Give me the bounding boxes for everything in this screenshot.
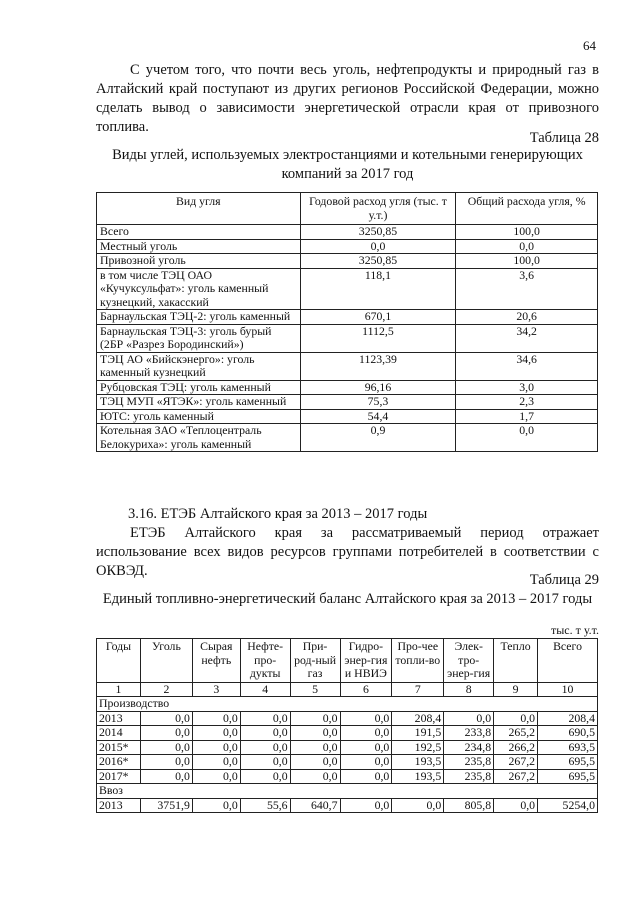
coal-type-cell: Местный уголь — [97, 239, 301, 254]
consumption-cell: 3250,85 — [300, 254, 456, 269]
table-row — [97, 352, 598, 380]
value-cell: 235,8 — [444, 769, 494, 784]
value-cell: 0,0 — [140, 726, 192, 741]
consumption-cell: 75,3 — [300, 395, 456, 410]
column-header: Всего — [538, 639, 598, 683]
value-cell: 0,0 — [240, 726, 290, 741]
value-cell: 0,0 — [140, 711, 192, 726]
share-cell: 3,0 — [456, 380, 598, 395]
value-cell: 0,0 — [392, 798, 444, 813]
column-header: Элек-тро-энер-гия — [444, 639, 494, 683]
share-cell: 2,3 — [456, 395, 598, 410]
table-row — [97, 225, 598, 240]
coal-type-cell: Котельная ЗАО «Теплоцентраль Белокуриха»: уголь каменный — [97, 424, 301, 452]
share-cell: 100,0 — [456, 225, 598, 240]
coal-type-cell: ТЭЦ МУП «ЯТЭК»: уголь каменный — [97, 395, 301, 410]
column-header: При-род-ный газ — [290, 639, 340, 683]
table-row — [97, 755, 598, 770]
value-cell: 208,4 — [538, 711, 598, 726]
value-cell: 640,7 — [290, 798, 340, 813]
header-share: Общий расхода угля, % — [456, 193, 598, 225]
coal-type-cell: Всего — [97, 225, 301, 240]
value-cell: 0,0 — [494, 798, 538, 813]
column-number-cell: 9 — [494, 682, 538, 697]
consumption-cell: 118,1 — [300, 268, 456, 310]
value-cell: 0,0 — [290, 769, 340, 784]
value-cell: 191,5 — [392, 726, 444, 741]
section-import — [97, 784, 598, 799]
column-number-cell: 7 — [392, 682, 444, 697]
value-cell: 265,2 — [494, 726, 538, 741]
share-cell: 100,0 — [456, 254, 598, 269]
coal-type-cell: в том числе ТЭЦ ОАО «Кучуксульфат»: уголь каменный кузнецкий, хакасский — [97, 268, 301, 310]
consumption-cell: 1123,39 — [300, 352, 456, 380]
value-cell: 0,0 — [444, 711, 494, 726]
year-cell: 2016* — [97, 755, 141, 770]
column-number-cell: 2 — [140, 682, 192, 697]
column-header: Гидро-энер-гия и НВИЭ — [340, 639, 392, 683]
value-cell: 0,0 — [494, 711, 538, 726]
column-number-cell: 10 — [538, 682, 598, 697]
value-cell: 208,4 — [392, 711, 444, 726]
value-cell: 193,5 — [392, 769, 444, 784]
table-row — [97, 324, 598, 352]
column-number-cell: 3 — [192, 682, 240, 697]
table28-label: Таблица 28 — [529, 130, 599, 146]
consumption-cell: 0,9 — [300, 424, 456, 452]
share-cell: 0,0 — [456, 424, 598, 452]
value-cell: 805,8 — [444, 798, 494, 813]
value-cell: 695,5 — [538, 755, 598, 770]
value-cell: 0,0 — [340, 798, 392, 813]
value-cell: 0,0 — [340, 755, 392, 770]
column-number-cell: 8 — [444, 682, 494, 697]
year-cell: 2014 — [97, 726, 141, 741]
coal-type-cell: Привозной уголь — [97, 254, 301, 269]
value-cell: 0,0 — [192, 711, 240, 726]
column-number-cell: 4 — [240, 682, 290, 697]
table-row — [97, 239, 598, 254]
section-heading: 3.16. ЕТЭБ Алтайского края за 2013 – 2017 годы — [128, 506, 428, 522]
table-row — [97, 740, 598, 755]
header-coal-type: Вид угля — [97, 193, 301, 225]
section-import-label: Ввоз — [97, 784, 598, 799]
value-cell: 235,8 — [444, 755, 494, 770]
intro-paragraph: С учетом того, что почти весь уголь, нефтепродукты и природный газ в Алтайский край поступают из других регионов Российской Федерации, можно сделать вывод о зависимости энергетической отрасли края от привозного топлива. — [96, 62, 599, 135]
value-cell: 0,0 — [240, 711, 290, 726]
table-row — [97, 424, 598, 452]
value-cell: 0,0 — [290, 726, 340, 741]
table-header-row — [97, 193, 598, 225]
consumption-cell: 1112,5 — [300, 324, 456, 352]
table-row — [97, 268, 598, 310]
coal-type-cell: Барнаульская ТЭЦ-2: уголь каменный — [97, 310, 301, 325]
value-cell: 0,0 — [192, 755, 240, 770]
column-header: Нефте-про-дукты — [240, 639, 290, 683]
coal-type-cell: ТЭЦ АО «Бийскэнерго»: уголь каменный кузнецкий — [97, 352, 301, 380]
year-cell: 2013 — [97, 711, 141, 726]
table-header-row — [97, 639, 598, 683]
value-cell: 267,2 — [494, 769, 538, 784]
energy-balance-table — [96, 638, 598, 813]
header-annual-consumption: Годовой расход угля (тыс. т у.т.) — [300, 193, 456, 225]
table-row — [97, 254, 598, 269]
share-cell: 3,6 — [456, 268, 598, 310]
value-cell: 0,0 — [340, 740, 392, 755]
table-row — [97, 409, 598, 424]
value-cell: 0,0 — [240, 755, 290, 770]
year-cell: 2017* — [97, 769, 141, 784]
page-number: 64 — [583, 38, 596, 53]
table-row — [97, 711, 598, 726]
column-number-cell: 6 — [340, 682, 392, 697]
consumption-cell: 670,1 — [300, 310, 456, 325]
value-cell: 0,0 — [340, 711, 392, 726]
table-row — [97, 798, 598, 813]
value-cell: 266,2 — [494, 740, 538, 755]
year-cell: 2015* — [97, 740, 141, 755]
value-cell: 0,0 — [290, 755, 340, 770]
share-cell: 20,6 — [456, 310, 598, 325]
table-row — [97, 726, 598, 741]
consumption-cell: 0,0 — [300, 239, 456, 254]
table29-label: Таблица 29 — [529, 572, 599, 588]
column-header: Уголь — [140, 639, 192, 683]
column-header: Про-чее топли-во — [392, 639, 444, 683]
value-cell: 0,0 — [290, 711, 340, 726]
value-cell: 0,0 — [340, 769, 392, 784]
coal-type-cell: ЮТС: уголь каменный — [97, 409, 301, 424]
consumption-cell: 54,4 — [300, 409, 456, 424]
value-cell: 0,0 — [240, 740, 290, 755]
share-cell: 0,0 — [456, 239, 598, 254]
table28-title: Виды углей, используемых электростанциями и котельными генерирующих компаний за 2017 год — [112, 147, 583, 182]
year-cell: 2013 — [97, 798, 141, 813]
section-production-label: Производство — [97, 697, 598, 712]
consumption-cell: 3250,85 — [300, 225, 456, 240]
value-cell: 695,5 — [538, 769, 598, 784]
column-number-cell: 1 — [97, 682, 141, 697]
value-cell: 193,5 — [392, 755, 444, 770]
share-cell: 34,6 — [456, 352, 598, 380]
value-cell: 0,0 — [192, 740, 240, 755]
consumption-cell: 96,16 — [300, 380, 456, 395]
column-number-row — [97, 682, 598, 697]
value-cell: 0,0 — [140, 740, 192, 755]
value-cell: 0,0 — [140, 755, 192, 770]
value-cell: 0,0 — [240, 769, 290, 784]
section-paragraph: ЕТЭБ Алтайского края за рассматриваемый период отражает использование всех видов ресурсов группами потребителей в соответствии с ОКВЭД. — [96, 525, 599, 579]
value-cell: 0,0 — [192, 798, 240, 813]
coal-types-table — [96, 192, 598, 452]
value-cell: 192,5 — [392, 740, 444, 755]
share-cell: 1,7 — [456, 409, 598, 424]
value-cell: 233,8 — [444, 726, 494, 741]
column-header: Годы — [97, 639, 141, 683]
value-cell: 0,0 — [140, 769, 192, 784]
value-cell: 0,0 — [192, 769, 240, 784]
coal-type-cell: Барнаульская ТЭЦ-3: уголь бурый (2БР «Разрез Бородинский») — [97, 324, 301, 352]
column-header: Сырая нефть — [192, 639, 240, 683]
column-header: Тепло — [494, 639, 538, 683]
value-cell: 234,8 — [444, 740, 494, 755]
table-row — [97, 310, 598, 325]
value-cell: 5254,0 — [538, 798, 598, 813]
section-production — [97, 697, 598, 712]
column-number-cell: 5 — [290, 682, 340, 697]
value-cell: 0,0 — [290, 740, 340, 755]
value-cell: 0,0 — [340, 726, 392, 741]
value-cell: 693,5 — [538, 740, 598, 755]
table29-unit: тыс. т у.т. — [550, 623, 599, 637]
value-cell: 3751,9 — [140, 798, 192, 813]
value-cell: 690,5 — [538, 726, 598, 741]
table-row — [97, 380, 598, 395]
table-row — [97, 769, 598, 784]
value-cell: 0,0 — [192, 726, 240, 741]
table-row — [97, 395, 598, 410]
coal-type-cell: Рубцовская ТЭЦ: уголь каменный — [97, 380, 301, 395]
value-cell: 267,2 — [494, 755, 538, 770]
share-cell: 34,2 — [456, 324, 598, 352]
value-cell: 55,6 — [240, 798, 290, 813]
table29-title: Единый топливно-энергетический баланс Алтайского края за 2013 – 2017 годы — [102, 591, 593, 607]
